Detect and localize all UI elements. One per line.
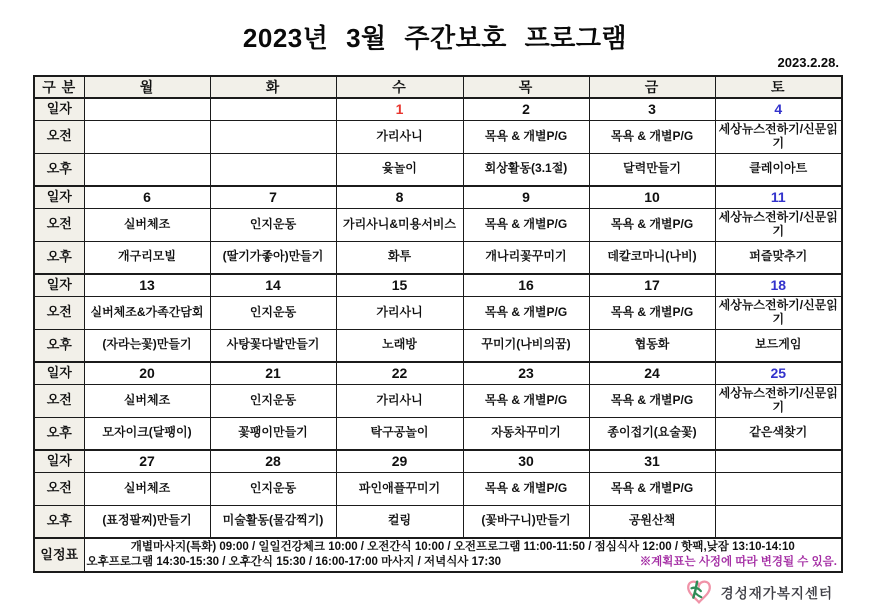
afternoon-row-week2 (34, 241, 842, 274)
morning-cell-tue (210, 120, 336, 153)
afternoon-row-week4 (34, 417, 842, 450)
afternoon-cell-thu: 회상활동(3.1절) (463, 153, 589, 186)
afternoon-cell-wed: 노래방 (336, 329, 463, 362)
morning-cell-fri: 목욕 & 개별P/G (589, 120, 715, 153)
heart-logo-icon (684, 577, 714, 607)
afternoon-cell-sat: 같은색찾기 (715, 417, 842, 450)
morning-cell-tue: 인지운동 (210, 208, 336, 241)
date-cell-mon: 27 (84, 450, 210, 472)
morning-row-week4 (34, 384, 842, 417)
afternoon-cell-mon (84, 153, 210, 186)
afternoon-cell-mon: (표정팔찌)만들기 (84, 505, 210, 538)
morning-cell-tue: 인지운동 (210, 296, 336, 329)
afternoon-cell-mon: 모자이크(달팽이) (84, 417, 210, 450)
date-row-week3 (34, 274, 842, 296)
afternoon-cell-thu: (꽃바구니)만들기 (463, 505, 589, 538)
schedule-line1: 개별마사지(특화) 09:00 / 일일건강체크 10:00 / 오전간식 10:00 / 오전프로그램 11:00-11:50 / 점심식사 12:00 / 핫팩,낮잠 13:10-14:10 (130, 541, 795, 554)
row-label-morning: 오전 (34, 120, 84, 153)
row-label-afternoon: 오후 (34, 329, 84, 362)
date-cell-fri: 3 (589, 98, 715, 120)
morning-cell-sat: 세상뉴스전하기/신문읽기 (715, 296, 842, 329)
date-cell-sat (715, 450, 842, 472)
afternoon-cell-fri: 공원산책 (589, 505, 715, 538)
footer (33, 576, 833, 608)
schedule-row (34, 538, 842, 572)
afternoon-cell-sat: 보드게임 (715, 329, 842, 362)
row-label-morning: 오전 (34, 296, 84, 329)
date-cell-sat: 18 (715, 274, 842, 296)
row-label-date: 일자 (34, 450, 84, 472)
day-header-fri: 금 (589, 76, 715, 98)
afternoon-cell-tue: 사탕꽃다발만들기 (210, 329, 336, 362)
afternoon-cell-fri: 종이접기(요술꽃) (589, 417, 715, 450)
morning-cell-thu: 목욕 & 개별P/G (463, 208, 589, 241)
afternoon-cell-wed: 탁구공놀이 (336, 417, 463, 450)
day-header-thu: 목 (463, 76, 589, 98)
morning-row-week1 (34, 120, 842, 153)
date-cell-tue (210, 98, 336, 120)
morning-cell-wed: 가리사니 (336, 384, 463, 417)
morning-cell-thu: 목욕 & 개별P/G (463, 384, 589, 417)
afternoon-row-week5 (34, 505, 842, 538)
morning-cell-fri: 목욕 & 개별P/G (589, 384, 715, 417)
page-title: 2023년 3월 주간보호 프로그램 (242, 23, 628, 53)
afternoon-cell-tue: 미술활동(물감찍기) (210, 505, 336, 538)
date-cell-mon: 20 (84, 362, 210, 384)
weekly-program-table (33, 75, 843, 573)
org-name: 경성재가복지센터 (720, 586, 833, 601)
morning-cell-mon: 실버체조 (84, 208, 210, 241)
afternoon-cell-thu: 꾸미기(나비의꿈) (463, 329, 589, 362)
row-label-afternoon: 오후 (34, 241, 84, 274)
morning-cell-wed: 가리사니 (336, 296, 463, 329)
row-label-afternoon: 오후 (34, 417, 84, 450)
date-cell-wed: 8 (336, 186, 463, 208)
row-label-morning: 오전 (34, 384, 84, 417)
revision-date: 2023.2.28. (777, 55, 839, 70)
corner-header: 구 분 (34, 76, 84, 98)
day-header-mon: 월 (84, 76, 210, 98)
day-header-sat: 토 (715, 76, 842, 98)
date-cell-mon (84, 98, 210, 120)
schedule-change-note: ※계획표는 사정에 따라 변경될 수 있음. (639, 555, 837, 568)
schedule-cell (84, 538, 842, 572)
date-row-week1 (34, 98, 842, 120)
day-header-wed: 수 (336, 76, 463, 98)
date-cell-tue: 28 (210, 450, 336, 472)
row-label-morning: 오전 (34, 208, 84, 241)
morning-row-week3 (34, 296, 842, 329)
row-label-afternoon: 오후 (34, 153, 84, 186)
date-cell-wed: 1 (336, 98, 463, 120)
date-cell-sat: 4 (715, 98, 842, 120)
afternoon-cell-fri: 협동화 (589, 329, 715, 362)
afternoon-cell-fri: 데칼코마니(나비) (589, 241, 715, 274)
morning-cell-wed: 가리사니 (336, 120, 463, 153)
date-cell-thu: 16 (463, 274, 589, 296)
morning-cell-fri: 목욕 & 개별P/G (589, 296, 715, 329)
schedule-line2: 오후프로그램 14:30-15:30 / 오후간식 15:30 / 16:00-17:00 마사지 / 저녁식사 17:30 (86, 555, 502, 568)
day-header-tue: 화 (210, 76, 336, 98)
date-cell-thu: 23 (463, 362, 589, 384)
date-cell-thu: 2 (463, 98, 589, 120)
afternoon-cell-wed: 컬링 (336, 505, 463, 538)
morning-cell-wed: 가리사니&미용서비스 (336, 208, 463, 241)
morning-cell-tue: 인지운동 (210, 472, 336, 505)
morning-cell-sat: 세상뉴스전하기/신문읽기 (715, 208, 842, 241)
date-cell-mon: 13 (84, 274, 210, 296)
morning-cell-sat: 세상뉴스전하기/신문읽기 (715, 120, 842, 153)
afternoon-cell-sat: 퍼즐맞추기 (715, 241, 842, 274)
date-cell-fri: 31 (589, 450, 715, 472)
morning-cell-sat (715, 472, 842, 505)
date-cell-thu: 30 (463, 450, 589, 472)
afternoon-cell-sat: 클레이아트 (715, 153, 842, 186)
date-cell-wed: 29 (336, 450, 463, 472)
morning-cell-wed: 파인애플꾸미기 (336, 472, 463, 505)
row-label-afternoon: 오후 (34, 505, 84, 538)
date-cell-sat: 25 (715, 362, 842, 384)
date-cell-fri: 10 (589, 186, 715, 208)
date-cell-tue: 7 (210, 186, 336, 208)
afternoon-cell-tue: (딸기가좋아)만들기 (210, 241, 336, 274)
afternoon-cell-fri: 달력만들기 (589, 153, 715, 186)
row-label-date: 일자 (34, 186, 84, 208)
date-row-week5 (34, 450, 842, 472)
header-row (34, 76, 842, 98)
date-cell-thu: 9 (463, 186, 589, 208)
date-cell-wed: 22 (336, 362, 463, 384)
afternoon-cell-wed: 화투 (336, 241, 463, 274)
date-cell-fri: 24 (589, 362, 715, 384)
afternoon-cell-thu: 개나리꽃꾸미기 (463, 241, 589, 274)
morning-cell-fri: 목욕 & 개별P/G (589, 472, 715, 505)
morning-cell-thu: 목욕 & 개별P/G (463, 120, 589, 153)
date-cell-mon: 6 (84, 186, 210, 208)
row-label-date: 일자 (34, 274, 84, 296)
afternoon-row-week1 (34, 153, 842, 186)
date-cell-wed: 15 (336, 274, 463, 296)
date-row-week4 (34, 362, 842, 384)
date-cell-tue: 21 (210, 362, 336, 384)
date-cell-tue: 14 (210, 274, 336, 296)
afternoon-cell-mon: (자라는꽃)만들기 (84, 329, 210, 362)
date-cell-sat: 11 (715, 186, 842, 208)
morning-row-week2 (34, 208, 842, 241)
morning-row-week5 (34, 472, 842, 505)
afternoon-cell-sat (715, 505, 842, 538)
morning-cell-fri: 목욕 & 개별P/G (589, 208, 715, 241)
row-label-schedule: 일정표 (34, 538, 84, 572)
morning-cell-mon: 실버체조 (84, 472, 210, 505)
afternoon-cell-tue: 꽃팽이만들기 (210, 417, 336, 450)
date-row-week2 (34, 186, 842, 208)
morning-cell-tue: 인지운동 (210, 384, 336, 417)
date-cell-fri: 17 (589, 274, 715, 296)
morning-cell-mon: 실버체조 (84, 384, 210, 417)
morning-cell-thu: 목욕 & 개별P/G (463, 296, 589, 329)
afternoon-cell-thu: 자동차꾸미기 (463, 417, 589, 450)
row-label-date: 일자 (34, 362, 84, 384)
morning-cell-thu: 목욕 & 개별P/G (463, 472, 589, 505)
afternoon-cell-mon: 개구리모빌 (84, 241, 210, 274)
afternoon-cell-wed: 윷놀이 (336, 153, 463, 186)
row-label-date: 일자 (34, 98, 84, 120)
morning-cell-sat: 세상뉴스전하기/신문읽기 (715, 384, 842, 417)
row-label-morning: 오전 (34, 472, 84, 505)
afternoon-row-week3 (34, 329, 842, 362)
afternoon-cell-tue (210, 153, 336, 186)
morning-cell-mon: 실버체조&가족간담회 (84, 296, 210, 329)
morning-cell-mon (84, 120, 210, 153)
